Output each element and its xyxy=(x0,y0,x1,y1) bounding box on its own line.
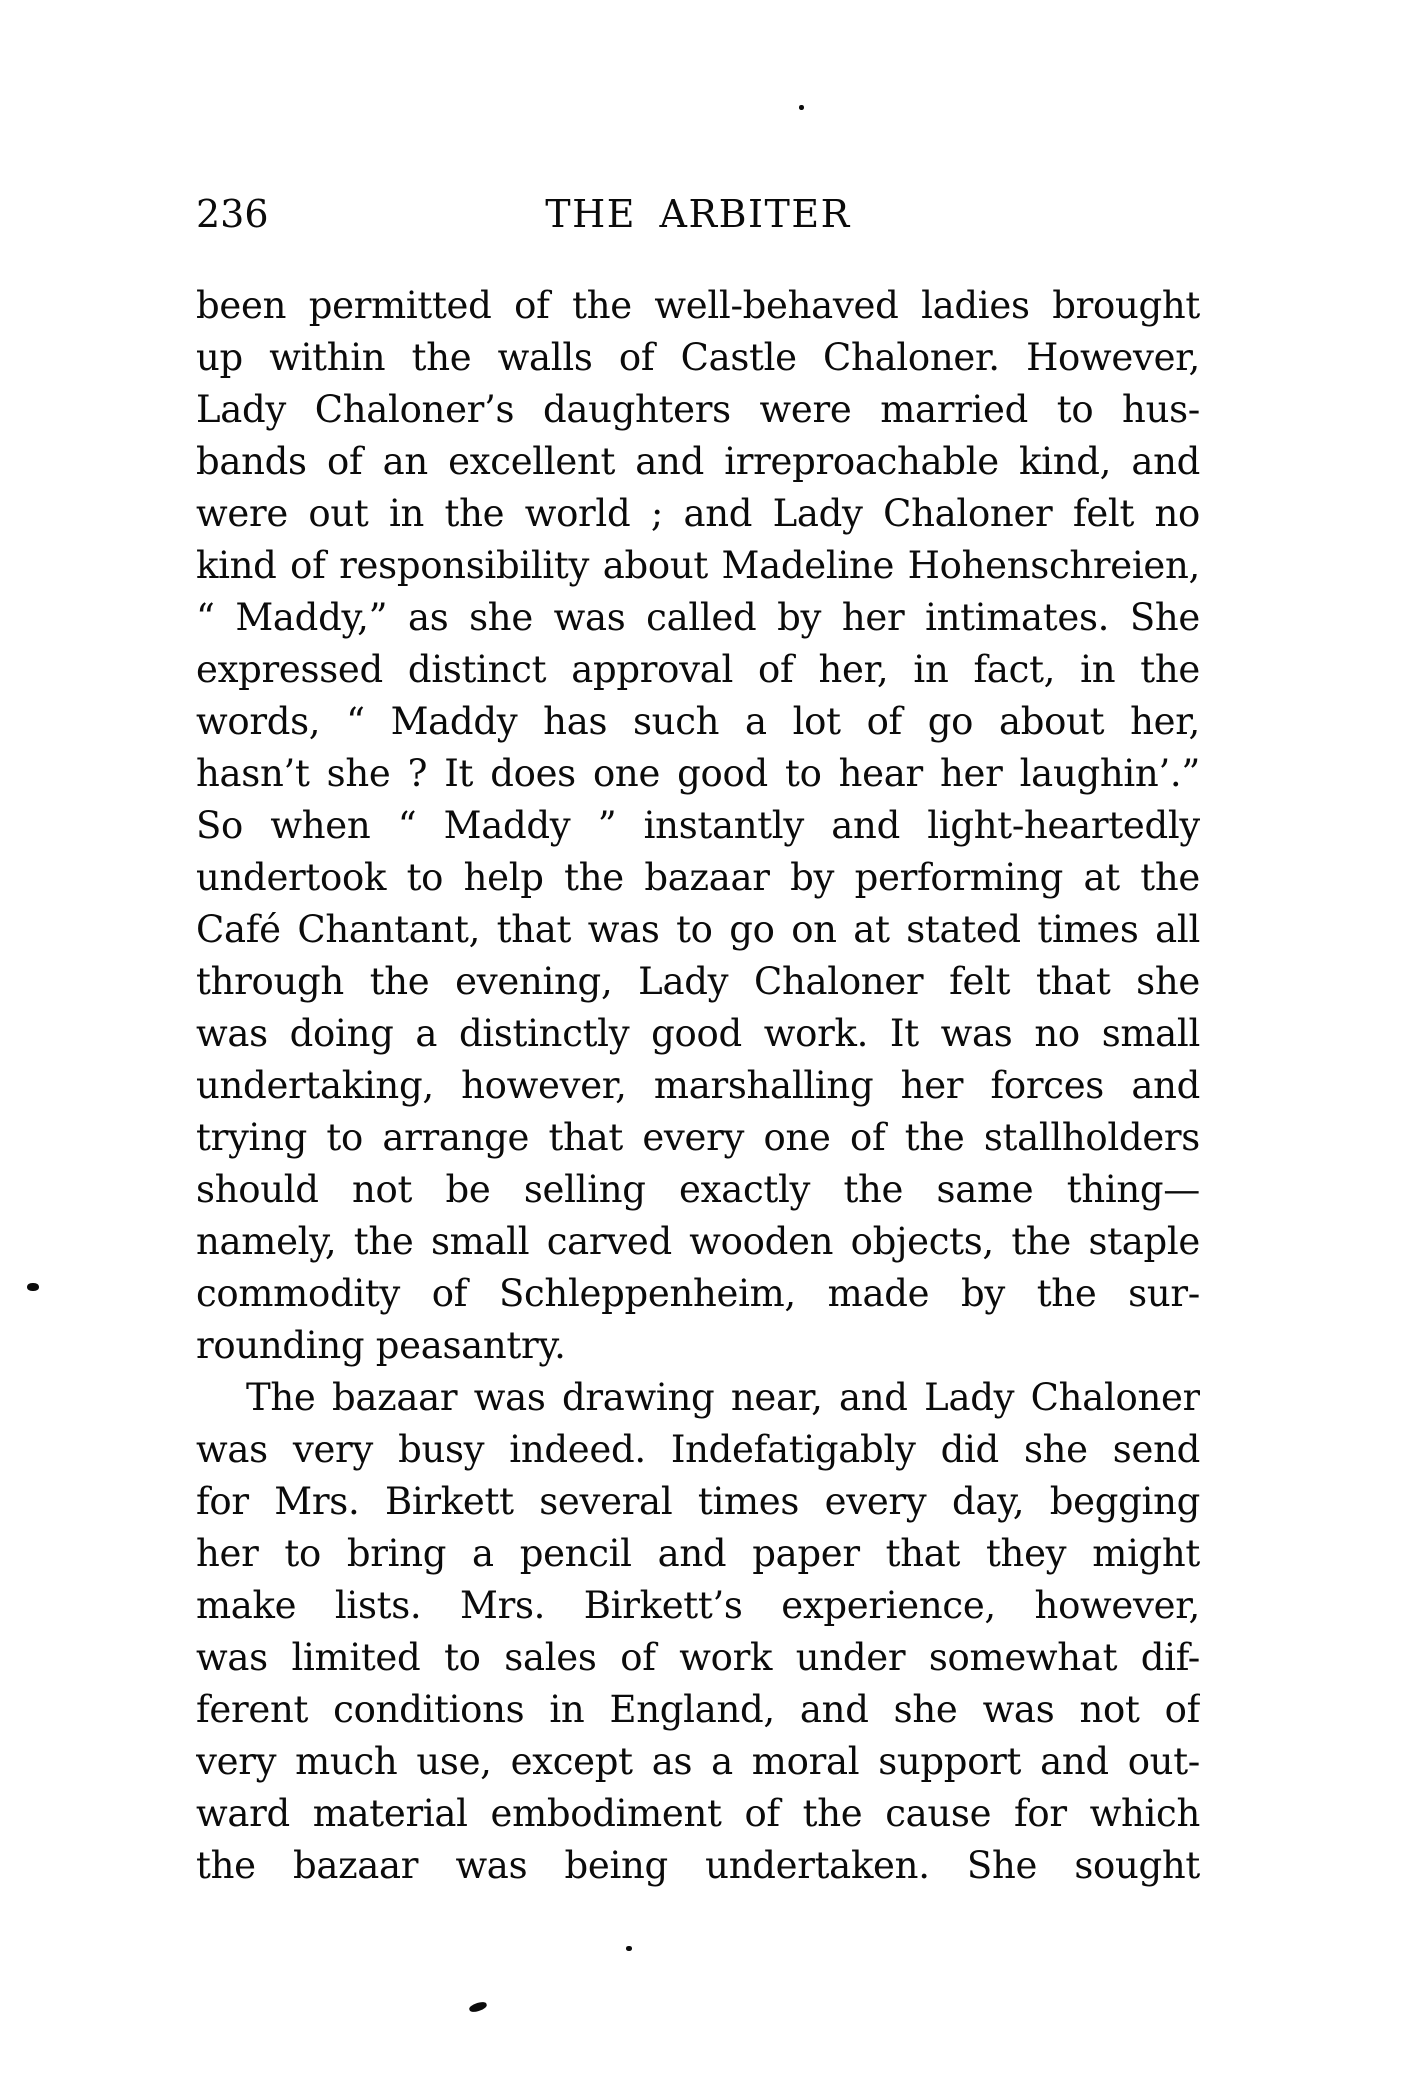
text-line: through the evening, Lady Chaloner felt that she xyxy=(196,960,1200,1003)
text-line: bands of an excellent and irreproachable kind, and xyxy=(196,440,1200,483)
text-line: the bazaar was being undertaken. She sought xyxy=(196,1844,1200,1887)
scan-speck xyxy=(468,2000,488,2013)
text-line: kind of responsibility about Madeline Hohenschreien, xyxy=(196,544,1200,587)
text-line: was very busy indeed. Indefatigably did she send xyxy=(196,1428,1200,1471)
text-line: Lady Chaloner’s daughters were married to hus- xyxy=(196,388,1200,431)
text-line: for Mrs. Birkett several times every day, begging xyxy=(196,1480,1200,1523)
text-line: ferent conditions in England, and she was not of xyxy=(196,1688,1200,1731)
text-line: been permitted of the well-behaved ladies brought xyxy=(196,284,1200,327)
page-body xyxy=(196,280,1200,1892)
text-line: expressed distinct approval of her, in fact, in the xyxy=(196,648,1200,691)
text-line: commodity of Schleppenheim, made by the sur- xyxy=(196,1272,1200,1315)
text-line: should not be selling exactly the same thing— xyxy=(196,1168,1200,1211)
text-line: was doing a distinctly good work. It was no small xyxy=(196,1012,1200,1055)
paragraph-2 xyxy=(196,1372,1200,1892)
text-line: Café Chantant, that was to go on at stated times all xyxy=(196,908,1200,951)
text-line: The bazaar was drawing near, and Lady Chaloner xyxy=(246,1376,1200,1419)
text-line: were out in the world ; and Lady Chaloner felt no xyxy=(196,492,1200,535)
text-line: her to bring a pencil and paper that they might xyxy=(196,1532,1200,1575)
text-line: namely, the small carved wooden objects, the staple xyxy=(196,1220,1200,1263)
text-line: trying to arrange that every one of the stallholders xyxy=(196,1116,1200,1159)
text-line: rounding peasantry. xyxy=(196,1324,566,1367)
text-line: undertook to help the bazaar by performing at the xyxy=(196,856,1200,899)
text-line: was limited to sales of work under somewhat dif- xyxy=(196,1636,1200,1679)
text-line: undertaking, however, marshalling her forces and xyxy=(196,1064,1200,1107)
scan-speck xyxy=(626,1946,632,1951)
text-line: up within the walls of Castle Chaloner. However, xyxy=(196,336,1200,379)
page-header xyxy=(196,194,1200,234)
text-line: very much use, except as a moral support and out- xyxy=(196,1740,1200,1783)
running-title: THE ARBITER xyxy=(545,192,851,236)
text-line: make lists. Mrs. Birkett’s experience, however, xyxy=(196,1584,1200,1627)
text-line: ward material embodiment of the cause for which xyxy=(196,1792,1200,1835)
paragraph-1 xyxy=(196,280,1200,1372)
text-line: “ Maddy,” as she was called by her intimates. She xyxy=(196,596,1200,639)
text-line: hasn’t she ? It does one good to hear her laughin’.” xyxy=(196,752,1200,795)
scan-speck xyxy=(27,1283,39,1291)
text-line: So when “ Maddy ” instantly and light-heartedly xyxy=(196,804,1200,847)
text-line: words, “ Maddy has such a lot of go about her, xyxy=(196,700,1200,743)
page-number: 236 xyxy=(196,192,269,236)
scan-speck xyxy=(799,105,804,110)
